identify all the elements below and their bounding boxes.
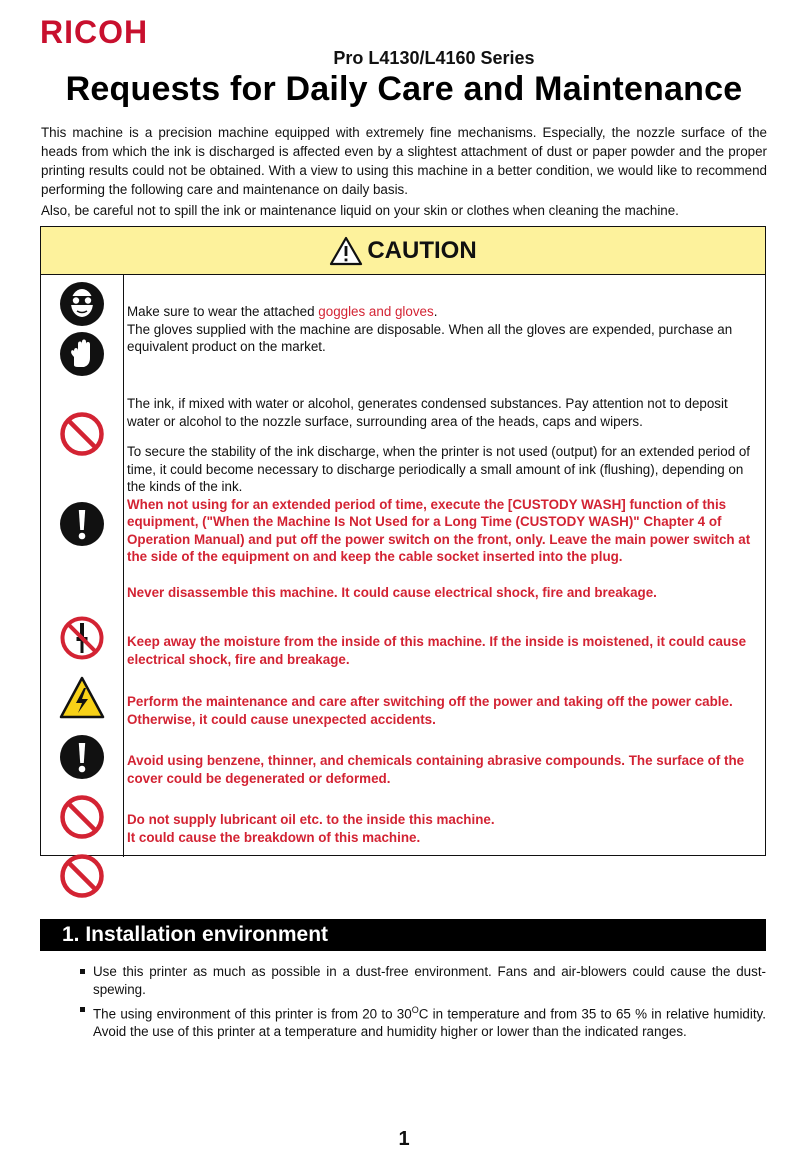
list-item-text: C in temperature and from 35 to 65 % in relative humidity. Avoid the use of this printer at a temperature and humidity higher or lower than the indicated ranges. [93, 1006, 766, 1040]
mandatory-action-icon [59, 734, 105, 780]
electric-shock-warning-icon [59, 675, 105, 721]
ricoh-logo: RICOH [40, 14, 149, 50]
goggles-icon [59, 281, 105, 327]
bullet-square-icon [80, 969, 85, 974]
caution-item-line: It could cause the breakdown of this machine. [127, 829, 421, 845]
installation-bullet-list [80, 963, 766, 1043]
caution-item-goggles-gloves [127, 303, 761, 356]
caution-item-custody-wash [127, 443, 761, 566]
prohibition-icon [59, 853, 105, 899]
caution-icon-column [41, 275, 124, 857]
page-title: Requests for Daily Care and Maintenance [65, 70, 743, 108]
mandatory-action-icon [59, 501, 105, 547]
list-item-text: Use this printer as much as possible in a dust-free environment. Fans and air-blowers could cause the dust-spewing. [93, 964, 766, 997]
degree-superscript: O [411, 1005, 419, 1015]
intro-text [41, 123, 767, 222]
caution-text: Make sure to wear the attached [127, 304, 319, 319]
section-heading-installation: 1. Installation environment [40, 919, 766, 951]
caution-item-moisture: Keep away the moisture from the inside of this machine. If the inside is moistened, it could cause electrical shock, fire and breakage. [127, 634, 747, 667]
list-item [80, 963, 766, 999]
series-title [0, 48, 808, 69]
caution-header [41, 227, 765, 275]
prohibition-icon [59, 794, 105, 840]
caution-box [40, 226, 766, 856]
caution-item-lubricant [127, 811, 761, 846]
caution-item-line [127, 303, 761, 321]
bullet-square-icon [80, 1007, 85, 1012]
list-item-text: The using environment of this printer is from 20 to 30 [93, 1006, 412, 1022]
caution-item-line: The gloves supplied with the machine are disposable. When all the gloves are expended, purchase an equivalent product on the market. [127, 321, 733, 354]
caution-item-disassemble: Never disassemble this machine. It could cause electrical shock, fire and breakage. [127, 585, 657, 600]
intro-paragraph-1: This machine is a precision machine equipped with extremely fine mechanisms. Especially, the nozzle surface of the heads from which the ink is discharged is affected even by a slightest attachment of dust or paper powder and the proper printing results could not be obtained. With a view to using this machine in a better condition, we would like to recommend performing the following care and maintenance on daily basis. [41, 125, 767, 197]
no-disassembly-icon [59, 615, 105, 661]
series-title-text: Pro L4130/L4160 Series [333, 48, 535, 68]
caution-highlight: goggles and gloves [318, 304, 434, 319]
caution-item-line: When not using for an extended period of time, execute the [CUSTODY WASH] function of this equipment, ("When the Machine Is Not Used for a Long Time (CUSTODY WASH)" Chapter 4 of Operation Manual) and put off the power switch on the front, only. Leave the main power switch at the side of the equipment on and keep the cable socket inserted into the plug. [127, 496, 751, 564]
caution-item-chemicals: Avoid using benzene, thinner, and chemicals containing abrasive compounds. The surface of the cover could be degenerated or deformed. [127, 753, 745, 786]
prohibition-icon [59, 411, 105, 457]
caution-item-line: The ink, if mixed with water or alcohol, generates condensed substances. Pay attention not to deposit water or alcohol to the nozzle surface, surrounding area of the heads, caps and wipers. [127, 396, 728, 429]
warning-triangle-icon [329, 236, 363, 266]
caution-label: CAUTION [367, 236, 477, 264]
caution-item-water-alcohol [127, 395, 761, 430]
intro-paragraph-2: Also, be careful not to spill the ink or maintenance liquid on your skin or clothes when cleaning the machine. [41, 203, 679, 218]
list-item [80, 1001, 766, 1041]
caution-body [41, 275, 765, 857]
caution-item-line: Do not supply lubricant oil etc. to the inside this machine. [127, 812, 495, 827]
caution-text: . [433, 304, 438, 319]
gloves-icon [59, 331, 105, 377]
caution-item-power-off: Perform the maintenance and care after switching off the power and taking off the power cable. Otherwise, it could cause unexpected accidents. [127, 694, 733, 727]
caution-item-line: To secure the stability of the ink discharge, when the printer is not used (output) for an extended period of time, it could become necessary to discharge periodically a small amount of ink (flushing), depending on the kinds of the ink. [127, 444, 751, 494]
page-number: 1 [398, 1128, 410, 1150]
